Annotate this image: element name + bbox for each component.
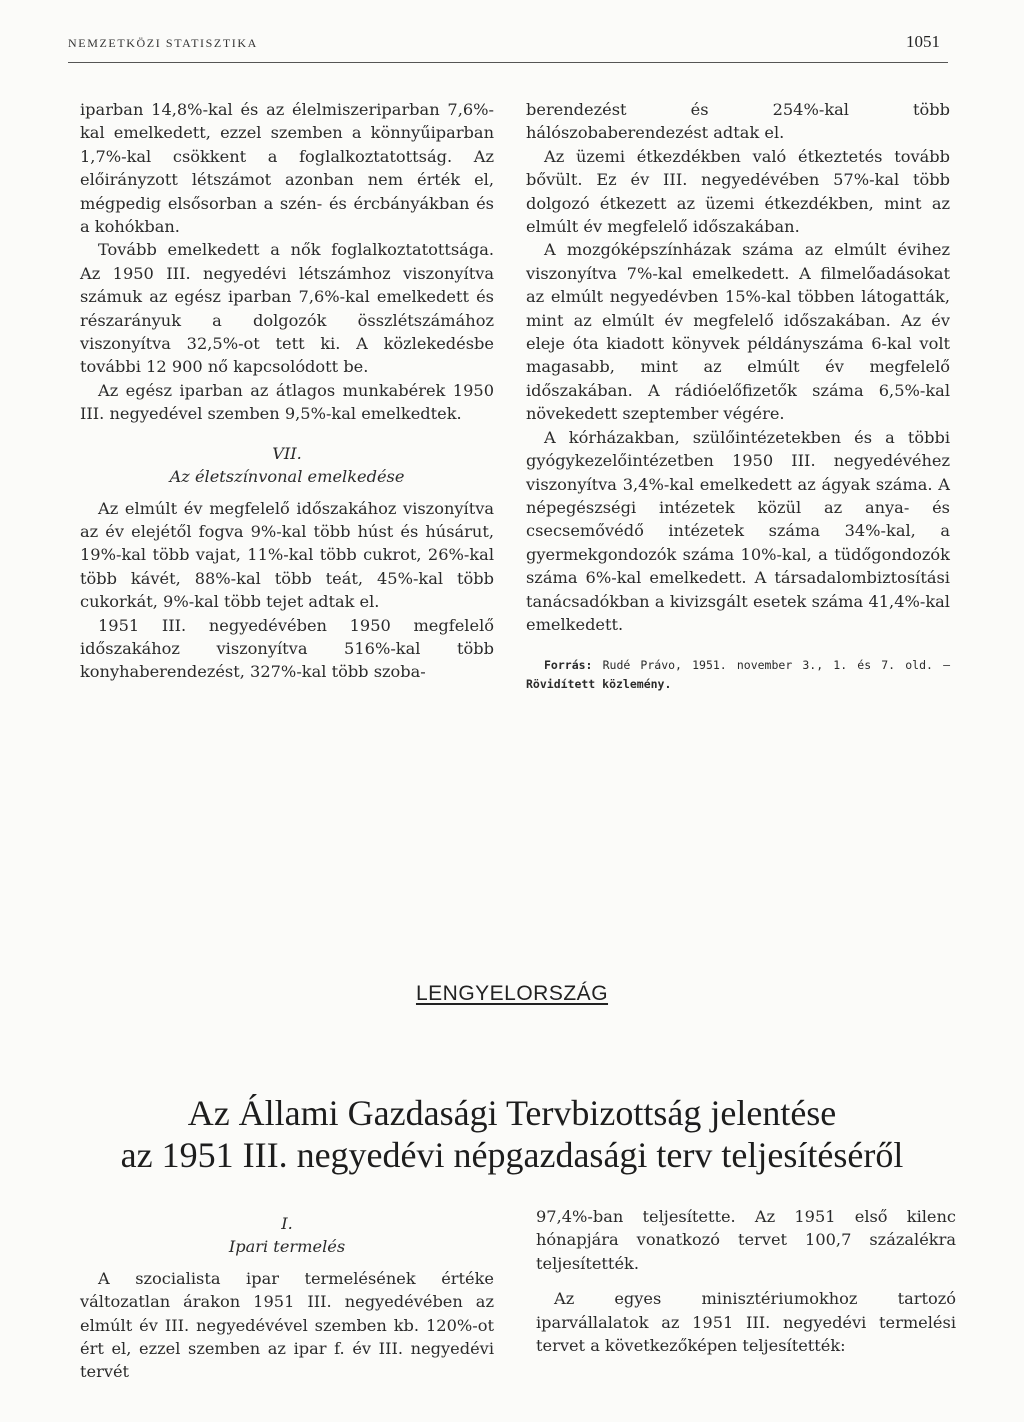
paragraph: A mozgóképszínházak száma az elmúlt évihez viszonyítva 7%-kal emelkedett. A filmelőadásokat az elmúlt negyedévben 15%-kal többen látogatták, mint az elmúlt év megfelelő időszakában. Az év eleje óta kiadott könyvek példányszáma 6-kal volt magasabb, mint az elmúlt év megfelelő időszakában. A rádióelőfizetők száma 6,5%-kal növekedett szeptember végére. [526,240,950,424]
section-title: Ipari termelés [228,1237,346,1257]
paragraph: berendezést és 254%-kal több hálószobaberendezést adtak el. [526,100,950,143]
right-column-bottom [536,1205,956,1357]
paragraph: Tovább emelkedett a nők foglalkoztatottsága. Az 1950 III. negyedévi létszámhoz viszonyítva számuk az egész iparban 7,6%-kal emelkedett és részarányuk a dolgozók összlétszámához viszonyítva 32,5%-ot tett ki. A közlekedésbe további 12 900 nő kapcsolódott be. [80,240,494,377]
report-title [0,1092,1024,1176]
section-number: I. [281,1214,293,1233]
source-remark: Rövidített közlemény. [526,677,672,692]
left-column-top [80,98,494,684]
paragraph: Az üzemi étkezdékben való étkeztetés tovább bővült. Ez év III. negyedévében 57%-kal több dolgozó étkezett az üzemi étkezdékben, mint az elmúlt év megfelelő időszakában. [526,146,950,237]
paragraph: Az elmúlt év megfelelő időszakához viszonyítva az év elejétől fogva 9%-kal több húst és húsárut, 19%-kal több vajat, 11%-kal több cukrot, 26%-kal több kávét, 88%-kal több teát, 45%-kal több cukorkát, 9%-kal több tejet adtak el. [80,498,494,612]
right-column-top [526,98,950,694]
source-text: Rudé Právo, 1951. november 3., 1. és 7. old. — [592,658,950,673]
report-title-line: Az Állami Gazdasági Tervbizottság jelentése [187,1093,837,1133]
paragraph: 1951 III. negyedévében 1950 megfelelő időszakához viszonyítva 516%-kal több konyhaberendezést, 327%-kal több szoba- [80,615,494,682]
running-title: NEMZETKÖZI STATISZTIKA [68,36,258,50]
paragraph: iparban 14,8%-kal és az élelmiszeriparban 7,6%-kal emelkedett, ezzel szemben a könnyűiparban 1,7%-kal csökkent a foglalkoztatottság. Az előirányzott létszámot azonban nem érték el, mégpedig elsősorban a szén- és ércbányákban és a kohókban. [80,100,494,237]
paragraph: Az egész iparban az átlagos munkabérek 1950 III. negyedével szemben 9,5%-kal emelkedtek. [80,380,494,424]
paragraph: 97,4%-ban teljesítette. Az 1951 első kilenc hónapjára vonatkozó tervet 100,7 százalékra teljesítették. [536,1207,956,1273]
section-number: VII. [272,443,302,463]
page-header [68,34,948,63]
paragraph: A kórházakban, szülőintézetekben és a többi gyógykezelőintézetben 1950 III. negyedévéhez viszonyítva 3,4%-kal emelkedett az ágyak száma. A népegészségi intézetek közül az anya- és csecsemővédő intézetek száma 34%-kal, a gyermekgondozók száma 10%-kal, a tüdőgondozók száma 6%-kal emelkedett. A társadalombiztosítási tanácsadókban a kivizsgált esetek száma 41,4%-kal emelkedett. [526,427,950,634]
source-note [526,656,950,694]
country-heading-text: LENGYELORSZÁG [415,982,609,1005]
section-title: Az életszínvonal emelkedése [169,467,405,487]
paragraph: Az egyes minisztériumokhoz tartozó iparvállalatok az 1951 III. negyedévi termelési tervet a következőképen teljesítették: [536,1289,956,1356]
source-label: Forrás: [544,658,593,673]
report-title-line: az 1951 III. negyedévi népgazdasági terv teljesítéséről [120,1135,904,1175]
left-column-bottom [80,1212,494,1384]
country-heading [0,982,1024,1006]
page-number: 1051 [906,32,940,51]
paragraph: A szocialista ipar termelésének értéke változatlan árakon 1951 III. negyedévében az elmúlt év III. negyedévével szemben kb. 120%-ot ért el, ezzel szemben az ipar f. év III. negyedévi tervét [80,1268,494,1382]
